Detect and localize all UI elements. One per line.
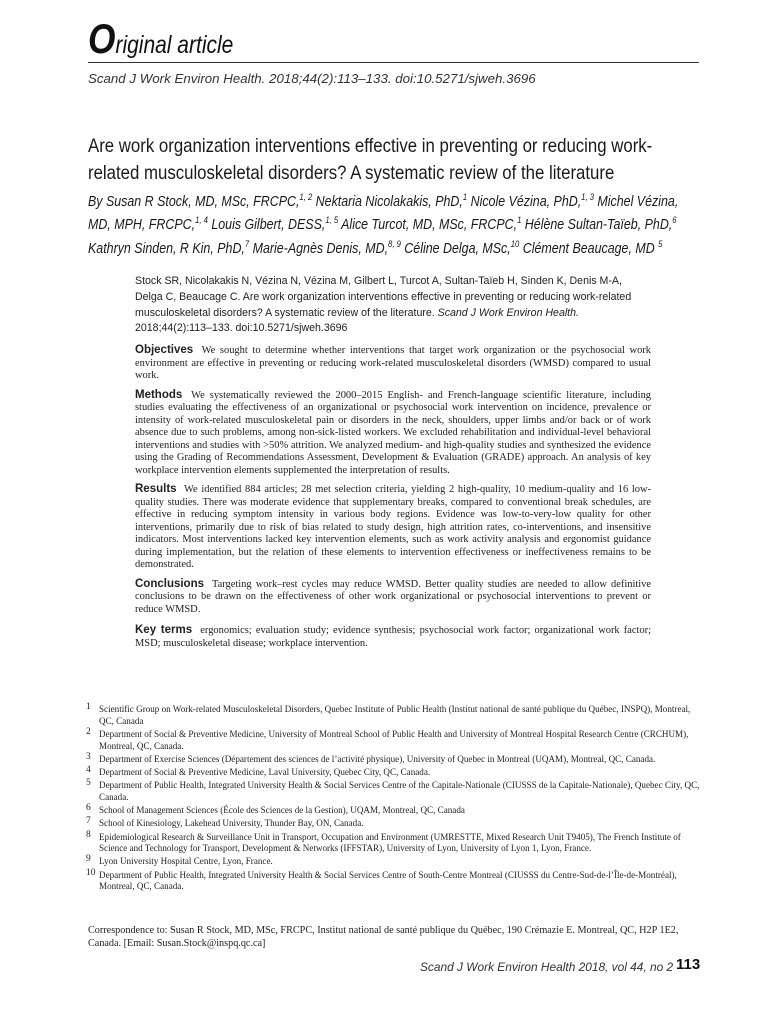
footnote-text: Scientific Group on Work-related Musculoskeletal Disorders, Quebec Institute of Public Health (Institut national de santé publique du Québec, INSPQ), Montreal, QC, Canada bbox=[99, 704, 691, 726]
affiliation-marker: 5 bbox=[658, 238, 663, 249]
footnote bbox=[86, 780, 702, 803]
footnote-text: Department of Exercise Sciences (Département des sciences de l’activité physique), University of Quebec in Montreal (UQAM), Montreal, QC, Canada. bbox=[99, 753, 656, 764]
footnote-number: 7 bbox=[86, 816, 91, 827]
affiliation-marker: 1, 4 bbox=[195, 215, 208, 226]
citation-tail: 2018;44(2):113–133. doi:10.5271/sjweh.3696 bbox=[135, 322, 348, 335]
header-divider bbox=[88, 62, 699, 63]
footnote bbox=[86, 704, 702, 727]
footnote bbox=[86, 805, 702, 817]
footnote-number: 8 bbox=[86, 829, 91, 840]
author-text: By Susan R Stock, MD, MSc, FRCPC, bbox=[88, 193, 300, 210]
abstract-methods bbox=[135, 389, 651, 478]
abstract bbox=[135, 274, 651, 656]
footnote-number: 3 bbox=[86, 751, 91, 762]
article-type-label bbox=[88, 15, 234, 62]
section-heading: Objectives bbox=[135, 344, 194, 357]
section-text: We systematically reviewed the 2000–2015 English- and French-language scientific literature, including studies evaluating the effectiveness of an organizational or psychosocial work intervention on incidence, prevalence or intensity of work-related musculoskeletal pain or disorders in the neck, shoulders, upper limbs and/or back or of work absence due to such problems, among non-sick-listed workers. We excluded rehabilitation and individual-level behavioral interventions and studies with >50% attrition. We analyzed medium- and high-quality studies and synthesized the evidence using the Grading of Recommendations Assessment, Development & Evaluation (GRADE) approach. An analysis of key workplace intervention elements supplemented the interpretation of results. bbox=[135, 389, 652, 476]
author-text: Céline Delga, MSc, bbox=[400, 240, 511, 257]
section-text: Targeting work–rest cycles may reduce WMSD. Better quality studies are needed to allow definitive conclusions to be drawn on the effectiveness of other work organizational or psychosocial interventions to prevent or reduce WMSD. bbox=[135, 578, 652, 615]
author-text: Marie-Agnès Denis, MD, bbox=[249, 240, 389, 257]
abstract-results bbox=[135, 483, 651, 572]
key-terms bbox=[135, 624, 651, 650]
footnote-text: Department of Public Health, Integrated University Health & Social Services Centre of the Capitale-Nationale (CIUSSS de la Capitale-Nationale), Quebec City, QC, Canada. bbox=[99, 780, 700, 802]
abstract-objectives bbox=[135, 344, 651, 383]
footnote-number: 2 bbox=[86, 726, 91, 737]
page-number: 113 bbox=[676, 956, 701, 973]
footnote-number: 5 bbox=[86, 778, 91, 789]
affiliation-marker: 10 bbox=[510, 238, 520, 249]
article-type-rest: riginal article bbox=[115, 31, 234, 59]
affiliation-marker: 1 bbox=[517, 215, 522, 226]
footnote bbox=[86, 856, 702, 868]
author-line bbox=[88, 211, 701, 234]
author-text: Hélène Sultan-Taïeb, PhD, bbox=[521, 217, 673, 234]
footnote-number: 9 bbox=[86, 854, 91, 865]
footnote bbox=[86, 767, 702, 779]
correspondence-note: Correspondence to: Susan R Stock, MD, MSc, FRCPC, Institut national de santé publique du Québec, 190 Crémazie E. Montreal, QC, H2P 1E2, Canada. [Email: Susan.Stock@inspq.qc.ca] bbox=[88, 925, 679, 950]
footnote bbox=[86, 829, 702, 855]
affiliation-marker: 1, 3 bbox=[581, 192, 594, 202]
footnote-text: Department of Public Health, Integrated University Health & Social Services Centre of South-Centre Montreal (CIUSSS du Centre-Sud-de-l’Île-de-Montréal), Montreal, QC, Canada. bbox=[99, 869, 677, 892]
author-text: Clément Beaucage, MD bbox=[519, 240, 659, 257]
article-type-initial: O bbox=[88, 15, 116, 62]
footnote-text: Department of Social & Preventive Medicine, University of Montreal School of Public Health and University of Montreal Hospital Research Centre (CRCHUM), Montreal, QC, Canada. bbox=[99, 728, 689, 751]
footnote bbox=[86, 751, 702, 766]
author-text: Alice Turcot, MD, MSc, FRCPC, bbox=[338, 217, 518, 234]
citation-text: Stock SR, Nicolakakis N, Vézina N, Vézina M, Gilbert L, Turcot A, Sultan-Taïeb H, Sinden K, Denis M-A, Delga C, Beaucage C. Are work organization interventions effective in preventing or reducing work-related musculoskeletal disorders? A systematic review of the literature. bbox=[135, 275, 632, 319]
citation-journal: Scand J Work Environ Health. bbox=[437, 306, 579, 319]
footnote-text: School of Management Sciences (École des Sciences de la Gestion), UQAM, Montreal, QC, Canada bbox=[99, 805, 465, 816]
key-terms-heading: Key terms bbox=[135, 624, 193, 637]
author-text: Michel Vézina, bbox=[593, 193, 679, 210]
section-heading: Conclusions bbox=[135, 577, 205, 590]
affiliation-marker: 8, 9 bbox=[388, 238, 401, 249]
footnote-text: Lyon University Hospital Centre, Lyon, France. bbox=[99, 856, 273, 867]
section-text: We sought to determine whether interventions that target work organization or the psychosocial work environment are effective in preventing or reducing work-related musculoskeletal disorders (WMSD) compared to usual work. bbox=[135, 345, 651, 382]
title-line: related musculoskeletal disorders? A systematic review of the literature bbox=[88, 163, 615, 184]
footnote-text: School of Kinesiology, Lakehead University, Thunder Bay, ON, Canada. bbox=[99, 818, 364, 829]
author-text: Kathryn Sinden, R Kin, PhD, bbox=[88, 240, 245, 257]
author-text: Nektaria Nicolakakis, PhD, bbox=[312, 193, 463, 210]
section-text: We identified 884 articles; 28 met selection criteria, yielding 2 high-quality, 10 medium-quality and 16 low-quality studies. There was moderate evidence that supplementary breaks, compared to conventional break schedules, are effective in reducing symptom intensity in various body regions. Evidence was low-to-very-low quality for other interventions, primarily due to risk of bias related to study design, high attrition rates, co-interventions, and insensitive indicators. Most interventions lacked key intervention elements, such as work activity analysis and ergonomist guidance during implementation, but the relation of these elements to intervention effectiveness or ineffectiveness remains to be demonstrated. bbox=[135, 484, 652, 571]
journal-citation: Scand J Work Environ Health. 2018;44(2):113–133. doi:10.5271/sjweh.3696 bbox=[88, 71, 536, 86]
key-terms-text: ergonomics; evaluation study; evidence synthesis; psychosocial work factor; organizational work factor; MSD; musculoskeletal disease; workplace intervention. bbox=[135, 625, 652, 649]
footnote-number: 10 bbox=[86, 867, 96, 878]
footnote bbox=[86, 867, 702, 893]
title-line: Are work organization interventions effective in preventing or reducing work- bbox=[88, 136, 653, 157]
footnote-text: Department of Social & Preventive Medicine, Laval University, Quebec City, QC, Canada. bbox=[99, 767, 431, 778]
abstract-conclusions bbox=[135, 578, 651, 617]
abstract-citation bbox=[135, 274, 651, 337]
footnote bbox=[86, 818, 702, 830]
author-list bbox=[88, 188, 701, 258]
author-text: Nicole Vézina, PhD, bbox=[467, 193, 582, 210]
author-line bbox=[88, 235, 701, 258]
author-text: Louis Gilbert, DESS, bbox=[207, 217, 326, 234]
footnote-number: 4 bbox=[86, 765, 91, 776]
footnote-number: 1 bbox=[86, 702, 91, 712]
section-heading: Results bbox=[135, 483, 177, 496]
footer-citation: Scand J Work Environ Health 2018, vol 44, no 2 bbox=[420, 960, 674, 974]
affiliation-marker: 1, 5 bbox=[325, 215, 339, 226]
affiliation-marker: 7 bbox=[244, 238, 250, 249]
affiliation-footnotes bbox=[86, 704, 702, 895]
affiliation-marker: 6 bbox=[672, 215, 677, 226]
section-heading: Methods bbox=[135, 388, 183, 401]
affiliation-marker: 1, 2 bbox=[299, 192, 313, 202]
article-title bbox=[88, 133, 701, 187]
footnote-text: Epidemiological Research & Surveillance Unit in Transport, Occupation and Environment (UMRESTTE, Mixed Research Unit T9405), The French Institute of Science and Technology for Transport, Development & Networks (IFFSTAR), University of Lyon, University of Lyon 1, Lyon, France. bbox=[99, 831, 681, 854]
author-line bbox=[88, 188, 701, 211]
footnote-number: 6 bbox=[86, 803, 91, 814]
footnote bbox=[86, 726, 702, 752]
affiliation-marker: 1 bbox=[462, 192, 468, 202]
author-text: MD, MPH, FRCPC, bbox=[88, 217, 196, 234]
